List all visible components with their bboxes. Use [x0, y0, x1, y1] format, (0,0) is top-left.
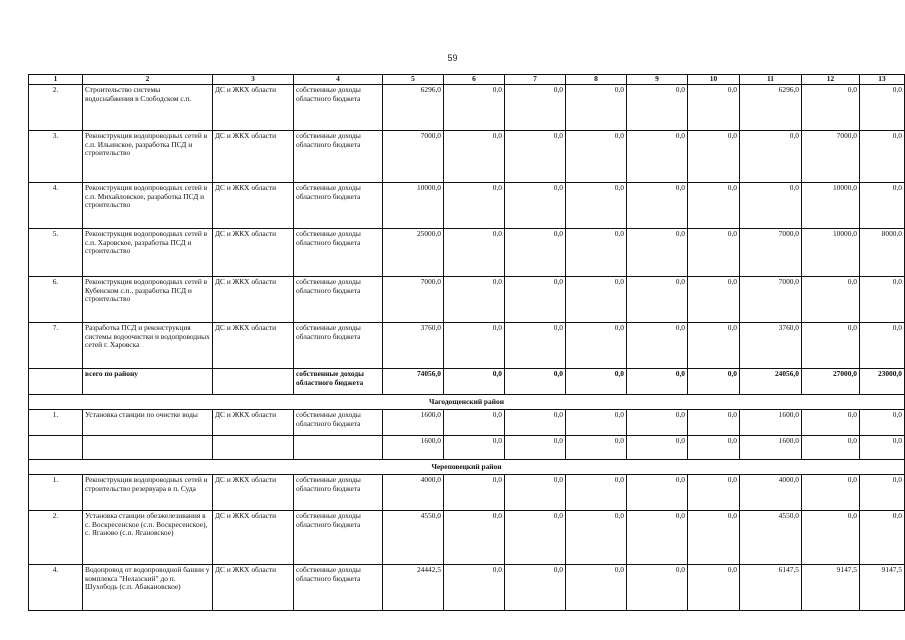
amount-cell: 0,0: [566, 277, 627, 323]
table-row: [29, 436, 905, 460]
row-number: 2.: [29, 511, 83, 565]
amount-cell: 0,0: [802, 85, 860, 131]
project-name: Строительство системы водоснабжения в Слободском с.п.: [83, 85, 213, 131]
amount-cell: 0,0: [688, 511, 740, 565]
section-header-row: [29, 395, 905, 410]
column-header: 1: [29, 75, 83, 85]
table-row: [29, 131, 905, 183]
amount-cell: 0,0: [802, 323, 860, 369]
amount-cell: 0,0: [688, 277, 740, 323]
amount-cell: 0,0: [688, 369, 740, 395]
funding-source: собственные доходы областного бюджета: [294, 565, 383, 611]
amount-cell: 4000,0: [740, 475, 802, 511]
executor: ДС и ЖКХ области: [213, 565, 294, 611]
amount-cell: 9147,5: [860, 565, 905, 611]
table-row: [29, 183, 905, 229]
amount-cell: 0,0: [802, 410, 860, 436]
amount-cell: 0,0: [444, 183, 505, 229]
funding-source: собственные доходы областного бюджета: [294, 511, 383, 565]
amount-cell: 0,0: [505, 229, 566, 277]
amount-cell: 0,0: [627, 475, 688, 511]
column-header: 3: [213, 75, 294, 85]
amount-cell: 9147,5: [802, 565, 860, 611]
funding-source: собственные доходы областного бюджета: [294, 323, 383, 369]
column-header-row: [29, 75, 905, 85]
amount-cell: 0,0: [444, 323, 505, 369]
column-header: 13: [860, 75, 905, 85]
amount-cell: 1600,0: [383, 436, 444, 460]
table-row: [29, 85, 905, 131]
amount-cell: 6147,5: [740, 565, 802, 611]
amount-cell: 0,0: [505, 277, 566, 323]
amount-cell: 0,0: [688, 323, 740, 369]
table-row: [29, 410, 905, 436]
row-number: [29, 369, 83, 395]
amount-cell: 7000,0: [802, 131, 860, 183]
row-number: 2.: [29, 85, 83, 131]
executor: ДС и ЖКХ области: [213, 131, 294, 183]
column-header: 7: [505, 75, 566, 85]
funding-source: собственные доходы областного бюджета: [294, 277, 383, 323]
amount-cell: 0,0: [444, 565, 505, 611]
amount-cell: 23000,0: [860, 369, 905, 395]
amount-cell: 0,0: [566, 229, 627, 277]
amount-cell: 4550,0: [740, 511, 802, 565]
row-number: 1.: [29, 475, 83, 511]
funding-source: собственные доходы областного бюджета: [294, 131, 383, 183]
table-row: [29, 277, 905, 323]
amount-cell: 0,0: [627, 183, 688, 229]
table-row: [29, 511, 905, 565]
amount-cell: 7000,0: [383, 277, 444, 323]
amount-cell: 0,0: [860, 85, 905, 131]
amount-cell: 0,0: [860, 131, 905, 183]
amount-cell: 0,0: [627, 436, 688, 460]
amount-cell: 0,0: [627, 369, 688, 395]
amount-cell: 0,0: [444, 277, 505, 323]
amount-cell: 0,0: [688, 131, 740, 183]
amount-cell: 0,0: [860, 277, 905, 323]
amount-cell: 1600,0: [740, 410, 802, 436]
funding-source: собственные доходы областного бюджета: [294, 85, 383, 131]
amount-cell: 27000,0: [802, 369, 860, 395]
amount-cell: 0,0: [444, 369, 505, 395]
section-title: Череповецкий район: [29, 460, 905, 475]
amount-cell: 7000,0: [740, 229, 802, 277]
column-header: 6: [444, 75, 505, 85]
row-number: 4.: [29, 565, 83, 611]
executor: ДС и ЖКХ области: [213, 277, 294, 323]
amount-cell: 0,0: [566, 131, 627, 183]
column-header: 9: [627, 75, 688, 85]
amount-cell: 25000,0: [383, 229, 444, 277]
amount-cell: 3760,0: [383, 323, 444, 369]
amount-cell: 0,0: [444, 131, 505, 183]
funding-source: собственные доходы областного бюджета: [294, 369, 383, 395]
row-number: 4.: [29, 183, 83, 229]
amount-cell: 0,0: [627, 565, 688, 611]
amount-cell: 0,0: [740, 131, 802, 183]
amount-cell: 0,0: [566, 369, 627, 395]
amount-cell: 74056,0: [383, 369, 444, 395]
amount-cell: 0,0: [444, 511, 505, 565]
district-total-row: [29, 369, 905, 395]
column-header: 12: [802, 75, 860, 85]
row-number: 7.: [29, 323, 83, 369]
column-header: 5: [383, 75, 444, 85]
amount-cell: 0,0: [505, 131, 566, 183]
amount-cell: 0,0: [505, 475, 566, 511]
amount-cell: 0,0: [860, 511, 905, 565]
executor: [213, 436, 294, 460]
project-name: Водопровод от водопроводной башни у комплекса "Нелазский" до п. Шухободь (с.п. Абакановское): [83, 565, 213, 611]
amount-cell: 0,0: [802, 277, 860, 323]
project-name: всего по району: [83, 369, 213, 395]
amount-cell: 0,0: [860, 436, 905, 460]
amount-cell: 0,0: [860, 475, 905, 511]
executor: ДС и ЖКХ области: [213, 323, 294, 369]
table-row: [29, 475, 905, 511]
amount-cell: 7000,0: [740, 277, 802, 323]
amount-cell: 0,0: [860, 323, 905, 369]
amount-cell: 8000,0: [860, 229, 905, 277]
amount-cell: 0,0: [566, 565, 627, 611]
amount-cell: 0,0: [505, 565, 566, 611]
amount-cell: 0,0: [860, 410, 905, 436]
amount-cell: 24442,5: [383, 565, 444, 611]
funding-source: собственные доходы областного бюджета: [294, 475, 383, 511]
executor: ДС и ЖКХ области: [213, 183, 294, 229]
amount-cell: 0,0: [444, 410, 505, 436]
executor: ДС и ЖКХ области: [213, 410, 294, 436]
funding-source: [294, 436, 383, 460]
executor: [213, 369, 294, 395]
table-row: [29, 229, 905, 277]
amount-cell: 0,0: [627, 511, 688, 565]
amount-cell: 0,0: [505, 85, 566, 131]
amount-cell: 0,0: [444, 85, 505, 131]
project-name: Реконструкция водопроводных сетей в Кубенском с.п., разработка ПСД и строительство: [83, 277, 213, 323]
section-header-row: [29, 460, 905, 475]
amount-cell: 0,0: [566, 511, 627, 565]
project-name: Разработка ПСД и реконструкция системы водоочистки и водопроводных сетей г. Харовска: [83, 323, 213, 369]
project-name: Установка станции по очистке воды: [83, 410, 213, 436]
amount-cell: 0,0: [505, 410, 566, 436]
amount-cell: 0,0: [802, 475, 860, 511]
column-header: 11: [740, 75, 802, 85]
amount-cell: 4000,0: [383, 475, 444, 511]
executor: ДС и ЖКХ области: [213, 229, 294, 277]
amount-cell: 10000,0: [802, 183, 860, 229]
column-header: 8: [566, 75, 627, 85]
amount-cell: 0,0: [688, 183, 740, 229]
amount-cell: 0,0: [566, 410, 627, 436]
project-name: Реконструкция водопроводных сетей в с.п. Харовское, разработка ПСД и строительство: [83, 229, 213, 277]
amount-cell: 10000,0: [802, 229, 860, 277]
project-name: [83, 436, 213, 460]
amount-cell: 0,0: [627, 410, 688, 436]
amount-cell: 0,0: [688, 475, 740, 511]
amount-cell: 0,0: [566, 436, 627, 460]
amount-cell: 0,0: [688, 229, 740, 277]
row-number: 1.: [29, 410, 83, 436]
row-number: 3.: [29, 131, 83, 183]
project-name: Реконструкция водопроводных сетей в с.п. Ильинское, разработка ПСД и строительство: [83, 131, 213, 183]
table-row: [29, 323, 905, 369]
budget-table: [28, 74, 905, 611]
amount-cell: 0,0: [627, 85, 688, 131]
amount-cell: 0,0: [444, 436, 505, 460]
table-row: [29, 565, 905, 611]
amount-cell: 0,0: [627, 277, 688, 323]
amount-cell: 0,0: [740, 183, 802, 229]
project-name: Установка станции обезжелезивания в с. Воскресенское (с.п. Воскресенское), с. Яганово (с.п. Ягановское): [83, 511, 213, 565]
amount-cell: 7000,0: [383, 131, 444, 183]
amount-cell: 0,0: [802, 436, 860, 460]
amount-cell: 0,0: [444, 475, 505, 511]
amount-cell: 0,0: [566, 475, 627, 511]
row-number: [29, 436, 83, 460]
amount-cell: 0,0: [688, 85, 740, 131]
column-header: 2: [83, 75, 213, 85]
amount-cell: 24056,0: [740, 369, 802, 395]
executor: ДС и ЖКХ области: [213, 85, 294, 131]
project-name: Реконструкция водопроводных сетей и строительство резервуара в п. Суда: [83, 475, 213, 511]
amount-cell: 6296,0: [740, 85, 802, 131]
amount-cell: 0,0: [627, 323, 688, 369]
funding-source: собственные доходы областного бюджета: [294, 229, 383, 277]
amount-cell: 3760,0: [740, 323, 802, 369]
amount-cell: 6296,0: [383, 85, 444, 131]
amount-cell: 0,0: [505, 436, 566, 460]
row-number: 6.: [29, 277, 83, 323]
amount-cell: 1600,0: [740, 436, 802, 460]
amount-cell: 0,0: [688, 410, 740, 436]
page-number: 59: [447, 53, 458, 63]
row-number: 5.: [29, 229, 83, 277]
amount-cell: 0,0: [505, 369, 566, 395]
amount-cell: 0,0: [505, 511, 566, 565]
amount-cell: 0,0: [627, 131, 688, 183]
amount-cell: 0,0: [688, 436, 740, 460]
amount-cell: 0,0: [444, 229, 505, 277]
executor: ДС и ЖКХ области: [213, 511, 294, 565]
executor: ДС и ЖКХ области: [213, 475, 294, 511]
amount-cell: 0,0: [688, 565, 740, 611]
column-header: 4: [294, 75, 383, 85]
project-name: Реконструкция водопроводных сетей в с.п. Михайловское, разработка ПСД и строительство: [83, 183, 213, 229]
amount-cell: 4550,0: [383, 511, 444, 565]
column-header: 10: [688, 75, 740, 85]
amount-cell: 1600,0: [383, 410, 444, 436]
amount-cell: 0,0: [505, 183, 566, 229]
amount-cell: 0,0: [627, 229, 688, 277]
amount-cell: 0,0: [566, 183, 627, 229]
funding-source: собственные доходы областного бюджета: [294, 183, 383, 229]
amount-cell: 0,0: [566, 323, 627, 369]
amount-cell: 0,0: [566, 85, 627, 131]
funding-source: собственные доходы областного бюджета: [294, 410, 383, 436]
amount-cell: 10000,0: [383, 183, 444, 229]
amount-cell: 0,0: [802, 511, 860, 565]
amount-cell: 0,0: [860, 183, 905, 229]
section-title: Чагодощенский район: [29, 395, 905, 410]
amount-cell: 0,0: [505, 323, 566, 369]
